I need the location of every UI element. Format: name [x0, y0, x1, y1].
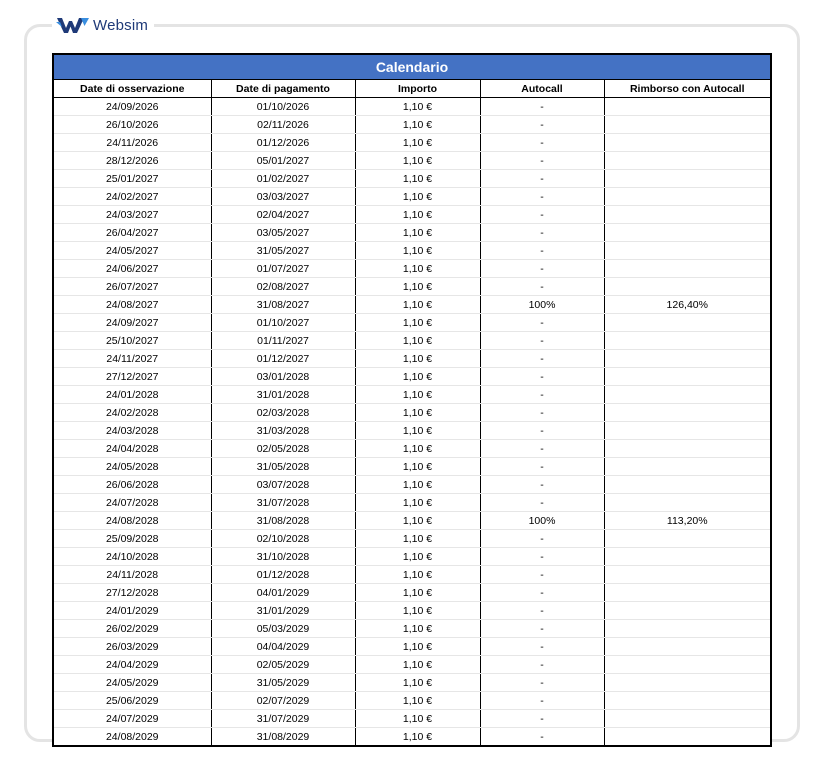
table-cell: 28/12/2026	[54, 152, 211, 170]
table-cell: 31/08/2028	[211, 512, 355, 530]
table-row	[54, 116, 770, 134]
table-cell: 1,10 €	[355, 260, 480, 278]
table-cell: -	[480, 116, 604, 134]
table-cell: 02/07/2029	[211, 692, 355, 710]
table-cell: 03/03/2027	[211, 188, 355, 206]
table-cell: 24/04/2029	[54, 656, 211, 674]
table-cell: 24/09/2026	[54, 98, 211, 116]
table-cell: 1,10 €	[355, 710, 480, 728]
calendar-grid	[54, 80, 770, 745]
table-cell: 24/08/2027	[54, 296, 211, 314]
table-cell: 02/05/2028	[211, 440, 355, 458]
table-cell	[604, 710, 770, 728]
table-cell: 04/04/2029	[211, 638, 355, 656]
table-row	[54, 260, 770, 278]
table-cell: 02/11/2026	[211, 116, 355, 134]
table-cell: 1,10 €	[355, 548, 480, 566]
table-cell: 126,40%	[604, 296, 770, 314]
table-cell	[604, 674, 770, 692]
table-cell: 01/12/2027	[211, 350, 355, 368]
table-cell: 02/08/2027	[211, 278, 355, 296]
table-cell: -	[480, 332, 604, 350]
table-cell: 1,10 €	[355, 332, 480, 350]
table-cell: 31/05/2027	[211, 242, 355, 260]
table-cell: 05/03/2029	[211, 620, 355, 638]
table-cell: 24/01/2028	[54, 386, 211, 404]
table-cell	[604, 152, 770, 170]
table-cell	[604, 116, 770, 134]
column-header: Rimborso con Autocall	[604, 80, 770, 98]
table-cell	[604, 440, 770, 458]
table-row	[54, 170, 770, 188]
table-cell: 1,10 €	[355, 440, 480, 458]
table-cell: 100%	[480, 512, 604, 530]
table-cell: -	[480, 422, 604, 440]
table-cell	[604, 530, 770, 548]
table-cell: 1,10 €	[355, 134, 480, 152]
table-cell: -	[480, 476, 604, 494]
table-cell: -	[480, 350, 604, 368]
table-cell: -	[480, 440, 604, 458]
table-cell: 04/01/2029	[211, 584, 355, 602]
table-cell: 31/08/2027	[211, 296, 355, 314]
table-cell: -	[480, 314, 604, 332]
table-cell	[604, 260, 770, 278]
table-cell	[604, 206, 770, 224]
column-header: Date di pagamento	[211, 80, 355, 98]
column-header: Importo	[355, 80, 480, 98]
table-row	[54, 404, 770, 422]
table-cell: -	[480, 458, 604, 476]
table-cell: 25/09/2028	[54, 530, 211, 548]
table-title: Calendario	[54, 55, 770, 80]
table-cell: 1,10 €	[355, 620, 480, 638]
table-row	[54, 386, 770, 404]
table-row	[54, 422, 770, 440]
table-row	[54, 476, 770, 494]
table-cell: 01/12/2026	[211, 134, 355, 152]
table-cell: -	[480, 674, 604, 692]
table-cell: -	[480, 530, 604, 548]
table-cell: 01/11/2027	[211, 332, 355, 350]
table-cell	[604, 602, 770, 620]
table-cell	[604, 638, 770, 656]
table-cell: 02/04/2027	[211, 206, 355, 224]
table-row	[54, 350, 770, 368]
table-cell	[604, 350, 770, 368]
table-cell: 31/03/2028	[211, 422, 355, 440]
table-cell: 24/02/2028	[54, 404, 211, 422]
table-row	[54, 566, 770, 584]
table-cell: -	[480, 242, 604, 260]
table-row	[54, 188, 770, 206]
table-cell	[604, 368, 770, 386]
table-cell	[604, 134, 770, 152]
table-cell	[604, 656, 770, 674]
table-row	[54, 548, 770, 566]
table-row	[54, 692, 770, 710]
table-cell	[604, 332, 770, 350]
table-cell: 31/07/2029	[211, 710, 355, 728]
column-header: Date di osservazione	[54, 80, 211, 98]
table-cell: 01/10/2026	[211, 98, 355, 116]
table-cell: -	[480, 98, 604, 116]
table-cell: 1,10 €	[355, 242, 480, 260]
table-cell: 1,10 €	[355, 170, 480, 188]
table-row	[54, 494, 770, 512]
table-cell: 25/06/2029	[54, 692, 211, 710]
table-cell: 31/05/2029	[211, 674, 355, 692]
table-cell: -	[480, 260, 604, 278]
table-row	[54, 602, 770, 620]
table-cell: 26/02/2029	[54, 620, 211, 638]
table-cell: 1,10 €	[355, 656, 480, 674]
table-cell: 31/07/2028	[211, 494, 355, 512]
table-cell: 1,10 €	[355, 494, 480, 512]
table-cell: 01/02/2027	[211, 170, 355, 188]
table-cell	[604, 188, 770, 206]
table-row	[54, 332, 770, 350]
table-row	[54, 134, 770, 152]
table-cell: 24/11/2028	[54, 566, 211, 584]
table-cell: 24/05/2029	[54, 674, 211, 692]
table-cell: 24/04/2028	[54, 440, 211, 458]
table-cell: 1,10 €	[355, 188, 480, 206]
table-cell: -	[480, 620, 604, 638]
table-row	[54, 620, 770, 638]
table-cell: 25/10/2027	[54, 332, 211, 350]
table-row	[54, 656, 770, 674]
table-cell: 05/01/2027	[211, 152, 355, 170]
table-cell: 1,10 €	[355, 674, 480, 692]
table-cell: 27/12/2028	[54, 584, 211, 602]
table-cell: 31/05/2028	[211, 458, 355, 476]
table-cell: 24/11/2026	[54, 134, 211, 152]
table-cell: -	[480, 224, 604, 242]
table-cell: -	[480, 692, 604, 710]
table-cell: 01/12/2028	[211, 566, 355, 584]
table-cell: 1,10 €	[355, 728, 480, 746]
table-cell: 1,10 €	[355, 152, 480, 170]
table-cell: 1,10 €	[355, 530, 480, 548]
table-cell: -	[480, 710, 604, 728]
table-cell: 24/06/2027	[54, 260, 211, 278]
table-row	[54, 512, 770, 530]
table-row	[54, 242, 770, 260]
table-row	[54, 296, 770, 314]
table-cell: 24/03/2028	[54, 422, 211, 440]
table-cell: 1,10 €	[355, 404, 480, 422]
table-cell: 31/08/2029	[211, 728, 355, 746]
table-cell: 1,10 €	[355, 350, 480, 368]
table-cell: 1,10 €	[355, 602, 480, 620]
table-cell: -	[480, 134, 604, 152]
brand-name: Websim	[93, 16, 149, 34]
table-cell: -	[480, 728, 604, 746]
table-cell: 24/05/2027	[54, 242, 211, 260]
table-cell: 24/03/2027	[54, 206, 211, 224]
table-cell: 24/08/2029	[105, 730, 159, 743]
table-cell: -	[480, 386, 604, 404]
table-cell: 03/05/2027	[211, 224, 355, 242]
table-cell	[604, 728, 770, 746]
table-cell: 1,10 €	[355, 368, 480, 386]
table-cell: 24/07/2028	[54, 494, 211, 512]
table-row	[54, 206, 770, 224]
table-cell: -	[480, 638, 604, 656]
table-cell: 1,10 €	[355, 116, 480, 134]
table-row	[54, 458, 770, 476]
table-cell	[604, 278, 770, 296]
websim-logo[interactable]	[52, 12, 154, 38]
table-cell	[604, 242, 770, 260]
column-header: Autocall	[480, 80, 604, 98]
table-cell: 1,10 €	[355, 224, 480, 242]
header-row	[54, 80, 770, 98]
table-cell: -	[480, 206, 604, 224]
table-row	[54, 440, 770, 458]
table-cell: 25/01/2027	[54, 170, 211, 188]
table-cell: 1,10 €	[355, 98, 480, 116]
table-row	[54, 530, 770, 548]
table-cell	[604, 566, 770, 584]
table-cell: 1,10 €	[355, 206, 480, 224]
table-cell: 1,10 €	[355, 422, 480, 440]
table-cell: 26/03/2029	[54, 638, 211, 656]
table-cell: -	[480, 188, 604, 206]
table-cell: 1,10 €	[355, 512, 480, 530]
table-cell: -	[480, 494, 604, 512]
table-cell: 01/10/2027	[211, 314, 355, 332]
table-cell: -	[480, 152, 604, 170]
table-row	[54, 638, 770, 656]
table-cell: -	[480, 656, 604, 674]
table-cell: 24/01/2029	[54, 602, 211, 620]
table-cell: 31/01/2029	[211, 602, 355, 620]
table-cell: 26/10/2026	[54, 116, 211, 134]
w-logo-icon	[56, 16, 90, 34]
table-cell: 02/10/2028	[211, 530, 355, 548]
table-cell	[604, 404, 770, 422]
table-cell	[604, 494, 770, 512]
table-cell: 24/07/2029	[54, 710, 211, 728]
table-cell: 31/10/2028	[211, 548, 355, 566]
table-cell	[604, 314, 770, 332]
table-cell: 1,10 €	[355, 476, 480, 494]
table-cell: 100%	[480, 296, 604, 314]
table-row	[54, 278, 770, 296]
table-cell: 26/07/2027	[54, 278, 211, 296]
table-row	[54, 224, 770, 242]
table-row	[54, 710, 770, 728]
table-cell: -	[480, 602, 604, 620]
table-cell	[604, 476, 770, 494]
table-cell: 1,10 €	[355, 584, 480, 602]
table-cell	[604, 692, 770, 710]
table-cell: 24/08/2028	[54, 512, 211, 530]
table-cell: 1,10 €	[355, 386, 480, 404]
table-cell: 01/07/2027	[211, 260, 355, 278]
table-cell	[604, 224, 770, 242]
table-row	[54, 674, 770, 692]
table-row	[54, 98, 770, 116]
table-cell	[604, 620, 770, 638]
table-cell	[604, 584, 770, 602]
table-row	[54, 152, 770, 170]
table-cell: -	[480, 584, 604, 602]
calendar-table	[52, 53, 772, 747]
table-cell	[604, 170, 770, 188]
table-cell: 1,10 €	[355, 278, 480, 296]
table-cell: 24/09/2027	[54, 314, 211, 332]
table-cell: -	[480, 368, 604, 386]
table-cell: 1,10 €	[355, 692, 480, 710]
table-row	[54, 728, 770, 746]
table-cell: 02/03/2028	[211, 404, 355, 422]
table-cell: 24/11/2027	[54, 350, 211, 368]
table-cell: -	[480, 566, 604, 584]
table-cell	[604, 548, 770, 566]
table-cell: 26/06/2028	[54, 476, 211, 494]
table-cell: 02/05/2029	[211, 656, 355, 674]
table-cell: 24/05/2028	[54, 458, 211, 476]
table-cell: 1,10 €	[355, 296, 480, 314]
table-cell: 27/12/2027	[54, 368, 211, 386]
table-row	[54, 584, 770, 602]
table-cell: 113,20%	[604, 512, 770, 530]
table-cell: 1,10 €	[355, 566, 480, 584]
table-cell	[604, 422, 770, 440]
table-cell	[604, 386, 770, 404]
table-cell	[604, 458, 770, 476]
table-cell: -	[480, 278, 604, 296]
table-cell: 1,10 €	[355, 458, 480, 476]
table-cell: 24/10/2028	[54, 548, 211, 566]
table-cell: 1,10 €	[355, 314, 480, 332]
table-cell	[604, 98, 770, 116]
table-cell: 1,10 €	[355, 638, 480, 656]
table-cell: 03/01/2028	[211, 368, 355, 386]
table-cell: -	[480, 170, 604, 188]
table-cell: 26/04/2027	[54, 224, 211, 242]
table-cell: 31/01/2028	[211, 386, 355, 404]
table-cell: 24/02/2027	[54, 188, 211, 206]
table-row	[54, 314, 770, 332]
table-cell: 03/07/2028	[211, 476, 355, 494]
table-row	[54, 368, 770, 386]
table-cell: -	[480, 548, 604, 566]
table-cell: -	[480, 404, 604, 422]
